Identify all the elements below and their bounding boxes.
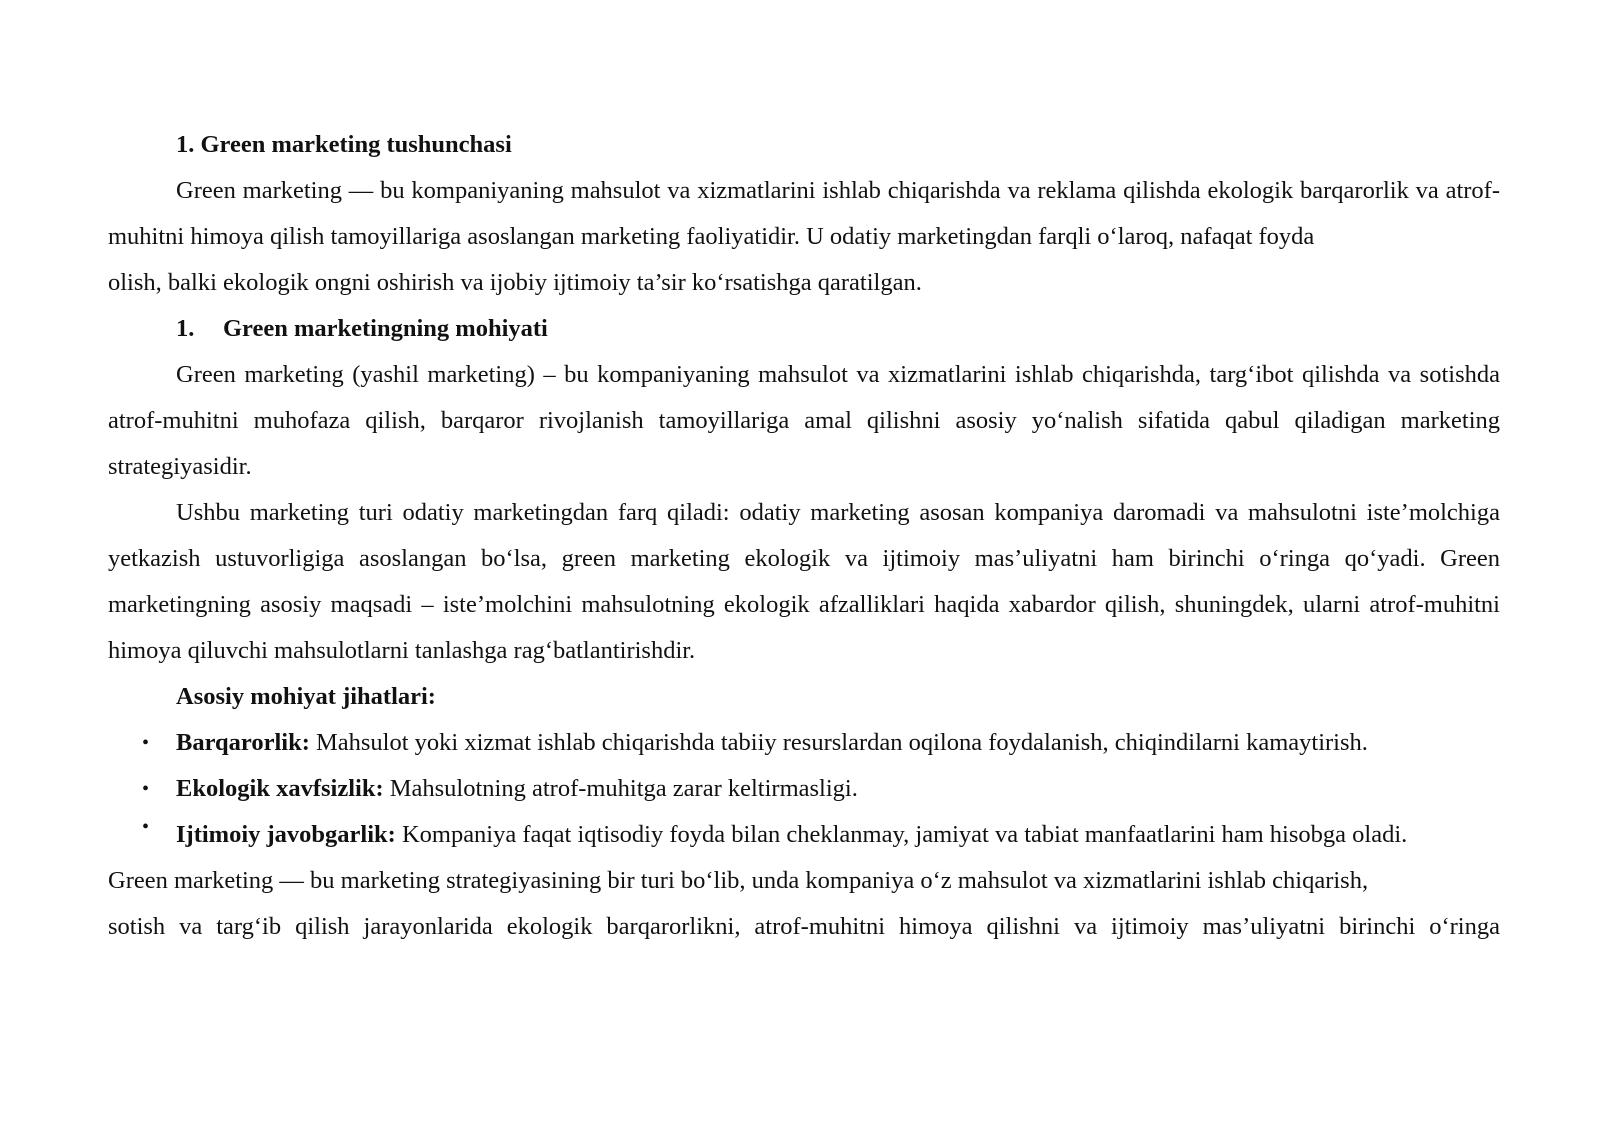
subheading-aspects: Asosiy mohiyat jihatlari: (176, 683, 436, 710)
list-item-text: Mahsulot yoki xizmat ishlab chiqarishda tabiiy resurslardan oqilona foydalanish, chiqindilarni kamaytirish. (309, 729, 1368, 756)
list-item-text: Kompaniya faqat iqtisodiy foyda bilan cheklanmay, jamiyat va tabiat manfaatlarini ham hisobga oladi. (395, 821, 1408, 848)
list-item (108, 766, 1500, 812)
bullet-icon: • (142, 778, 150, 800)
list-item (108, 812, 1500, 858)
paragraph-essence: Green marketing (yashil marketing) – bu kompaniyaning mahsulot va xizmatlarini ishlab chiqarishda, targʻibot qilishda va sotishda atrof-muhitni muhofaza qilish, barqaror rivojlanish tamoyillariga amal qilishni asosiy yoʻnalish sifatida qabul qiladigan marketing strategiyasidir. (108, 361, 1500, 480)
list-item-term: Ekologik xavfsizlik: (176, 775, 384, 802)
bullet-icon: • (142, 732, 150, 754)
paragraph-difference: Ushbu marketing turi odatiy marketingdan farq qiladi: odatiy marketing asosan kompaniya daromadi va mahsulotni iste’molchiga yetkazish ustuvorligiga asoslangan boʻlsa, green marketing ekologik va ijtimoiy mas’uliyatni ham birinchi oʻringa qoʻyadi. Green marketingning asosiy maqsadi – iste’molchini mahsulotning ekologik afzalliklari haqida xabardor qilish, shuningdek, ularni atrof-muhitni himoya qiluvchi mahsulotlarni tanlashga ragʻbatlantirishdir. (108, 499, 1500, 664)
paragraph-summary-line-2: sotish va targʻib qilish jarayonlarida ekologik barqarorlikni, atrof-muhitni himoya qilishni va ijtimoiy mas’uliyatni birinchi oʻringa (108, 913, 1500, 940)
list-item (108, 720, 1500, 766)
list-item-term: Barqarorlik: (176, 729, 310, 756)
document-page (108, 122, 1500, 950)
paragraph-summary-line-1: Green marketing — bu marketing strategiyasining bir turi boʻlib, unda kompaniya oʻz mahsulot va xizmatlarini ishlab chiqarish, (108, 867, 1369, 894)
section-heading-concept: 1. Green marketing tushunchasi (176, 131, 512, 158)
list-item-term: Ijtimoiy javobgarlik: (176, 821, 396, 848)
list-item-text: Mahsulotning atrof-muhitga zarar keltirmasligi. (383, 775, 858, 802)
bullet-icon: • (142, 816, 150, 838)
paragraph-definition-continued: olish, balki ekologik ongni oshirish va ijobiy ijtimoiy ta’sir koʻrsatishga qaratilgan. (108, 269, 922, 296)
paragraph-definition: Green marketing — bu kompaniyaning mahsulot va xizmatlarini ishlab chiqarishda va reklama qilishda ekologik barqarorlik va atrof-muhitni himoya qilish tamoyillariga asoslangan marketing faoliyatidir. U odatiy marketingdan farqli oʻlaroq, nafaqat foyda (108, 177, 1500, 250)
aspects-list (108, 720, 1500, 858)
section-heading-essence (108, 306, 1500, 352)
section-heading-text: Green marketingning mohiyati (223, 315, 548, 342)
section-heading-number: 1. (176, 315, 195, 342)
